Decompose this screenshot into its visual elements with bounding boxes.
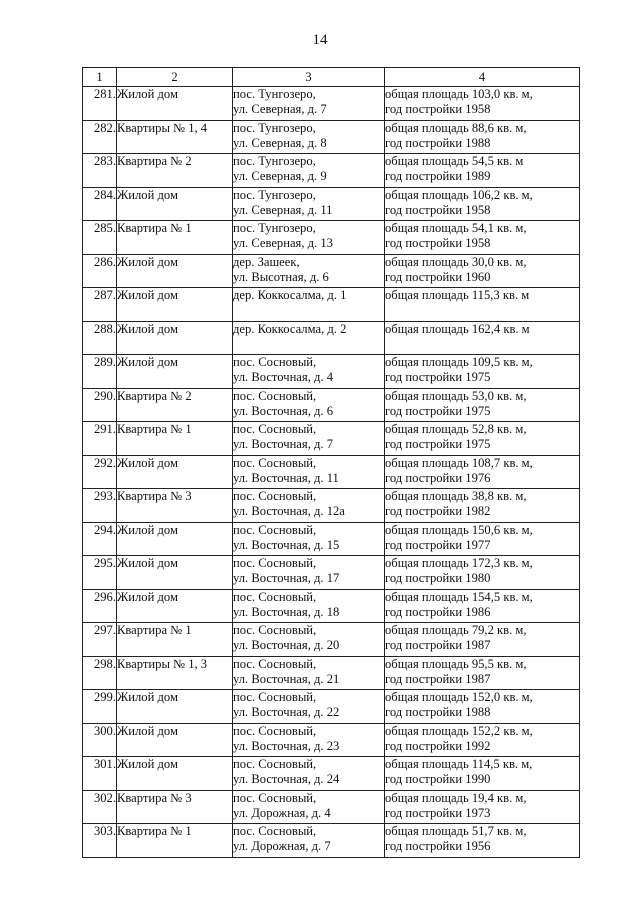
- page-number: 14: [312, 32, 328, 48]
- table-row: [83, 254, 580, 288]
- table-row: [83, 288, 580, 322]
- column-header-1: 1: [83, 68, 117, 87]
- object-address: [233, 187, 385, 221]
- object-address: [233, 120, 385, 154]
- column-header-3: 3: [233, 68, 385, 87]
- object-description: [385, 589, 580, 623]
- object-description: [385, 254, 580, 288]
- description-line: общая площадь 88,6 кв. м,: [385, 120, 527, 135]
- description-line: общая площадь 108,7 кв. м,: [385, 455, 533, 470]
- address-line: ул. Северная, д. 9: [233, 169, 327, 183]
- row-number: 295.: [83, 556, 117, 590]
- object-description: [385, 723, 580, 757]
- description-line: общая площадь 95,5 кв. м,: [385, 656, 527, 671]
- description-line: общая площадь 152,2 кв. м,: [385, 723, 533, 738]
- address-line: ул. Северная, д. 7: [233, 102, 327, 116]
- address-line: ул. Восточная, д. 4: [233, 370, 333, 384]
- address-line: ул. Восточная, д. 11: [233, 470, 339, 485]
- object-address: [233, 690, 385, 724]
- description-line: общая площадь 38,8 кв. м,: [385, 489, 527, 503]
- column-header-4: 4: [385, 68, 580, 87]
- address-line: ул. Восточная, д. 15: [233, 537, 340, 552]
- object-name: Жилой дом: [117, 187, 233, 221]
- description-line: год постройки 1975: [385, 437, 491, 451]
- column-header-2: 2: [117, 68, 233, 87]
- row-number: 300.: [83, 723, 117, 757]
- row-number: 293.: [83, 489, 117, 523]
- table-row: [83, 790, 580, 824]
- row-number: 301.: [83, 757, 117, 791]
- object-description: [385, 522, 580, 556]
- address-line: пос. Сосновый,: [233, 589, 317, 604]
- table-row: [83, 489, 580, 523]
- table-row: [83, 757, 580, 791]
- address-line: ул. Северная, д. 11: [233, 202, 333, 217]
- address-line: ул. Восточная, д. 20: [233, 638, 340, 652]
- object-name: Жилой дом: [117, 321, 233, 355]
- object-description: [385, 388, 580, 422]
- table-row: [83, 656, 580, 690]
- row-number: 285.: [83, 221, 117, 255]
- object-address: [233, 221, 385, 255]
- object-address: [233, 723, 385, 757]
- object-address: [233, 757, 385, 791]
- object-description: [385, 288, 580, 322]
- description-line: общая площадь 150,6 кв. м,: [385, 522, 533, 537]
- object-address: [233, 556, 385, 590]
- description-line: общая площадь 79,2 кв. м,: [385, 623, 527, 637]
- address-line: пос. Сосновый,: [233, 489, 317, 503]
- row-number: 302.: [83, 790, 117, 824]
- address-line: ул. Восточная, д. 18: [233, 604, 340, 619]
- address-line: пос. Сосновый,: [233, 388, 317, 403]
- description-line: общая площадь 19,4 кв. м,: [385, 790, 527, 805]
- description-line: год постройки 1958: [385, 202, 491, 217]
- object-address: [233, 623, 385, 657]
- object-description: [385, 221, 580, 255]
- table-row: [83, 556, 580, 590]
- address-line: дер. Коккосалма, д. 2: [233, 321, 347, 336]
- address-line: пос. Сосновый,: [233, 355, 317, 369]
- table-row: [83, 690, 580, 724]
- address-line: пос. Сосновый,: [233, 422, 317, 436]
- table-row: [83, 120, 580, 154]
- row-number: 299.: [83, 690, 117, 724]
- description-line: общая площадь 51,7 кв. м,: [385, 824, 527, 838]
- description-line: год постройки 1987: [385, 671, 491, 686]
- object-description: [385, 187, 580, 221]
- description-line: год постройки 1992: [385, 738, 491, 753]
- object-name: Жилой дом: [117, 723, 233, 757]
- object-description: [385, 87, 580, 121]
- address-line: ул. Восточная, д. 7: [233, 437, 333, 451]
- address-line: пос. Сосновый,: [233, 522, 317, 537]
- table-row: [83, 522, 580, 556]
- row-number: 290.: [83, 388, 117, 422]
- description-line: год постройки 1958: [385, 236, 491, 250]
- property-registry-table: [82, 67, 580, 858]
- address-line: пос. Тунгозеро,: [233, 221, 316, 235]
- description-line: общая площадь 114,5 кв. м,: [385, 757, 533, 771]
- object-name: Квартира № 2: [117, 388, 233, 422]
- row-number: 283.: [83, 154, 117, 188]
- object-address: [233, 455, 385, 489]
- address-line: пос. Сосновый,: [233, 723, 317, 738]
- description-line: общая площадь 52,8 кв. м,: [385, 422, 527, 436]
- object-name: Квартира № 1: [117, 422, 233, 456]
- address-line: ул. Восточная, д. 6: [233, 403, 333, 418]
- address-line: пос. Тунгозеро,: [233, 120, 316, 135]
- description-line: общая площадь 172,3 кв. м,: [385, 556, 533, 570]
- object-name: Квартира № 2: [117, 154, 233, 188]
- table-row: [83, 824, 580, 858]
- object-name: Жилой дом: [117, 522, 233, 556]
- description-line: общая площадь 109,5 кв. м,: [385, 355, 533, 369]
- address-line: пос. Сосновый,: [233, 824, 317, 838]
- object-name: Квартира № 3: [117, 489, 233, 523]
- address-line: пос. Тунгозеро,: [233, 187, 316, 202]
- table-body: [83, 87, 580, 858]
- object-name: Жилой дом: [117, 690, 233, 724]
- row-number: 297.: [83, 623, 117, 657]
- object-description: [385, 321, 580, 355]
- object-address: [233, 87, 385, 121]
- row-number: 294.: [83, 522, 117, 556]
- address-line: пос. Сосновый,: [233, 623, 317, 637]
- object-name: Жилой дом: [117, 455, 233, 489]
- object-address: [233, 589, 385, 623]
- object-name: Жилой дом: [117, 757, 233, 791]
- row-number: 282.: [83, 120, 117, 154]
- address-line: пос. Сосновый,: [233, 690, 317, 704]
- description-line: общая площадь 154,5 кв. м,: [385, 589, 533, 604]
- description-line: год постройки 1990: [385, 772, 491, 786]
- object-name: Квартира № 1: [117, 221, 233, 255]
- object-name: Квартира № 3: [117, 790, 233, 824]
- object-address: [233, 790, 385, 824]
- object-address: [233, 288, 385, 322]
- object-description: [385, 556, 580, 590]
- table-header-row: [83, 68, 580, 87]
- row-number: 298.: [83, 656, 117, 690]
- row-number: 287.: [83, 288, 117, 322]
- object-name: Жилой дом: [117, 254, 233, 288]
- object-name: Жилой дом: [117, 87, 233, 121]
- row-number: 289.: [83, 355, 117, 389]
- object-description: [385, 455, 580, 489]
- object-name: Жилой дом: [117, 355, 233, 389]
- address-line: дер. Зашеек,: [233, 254, 300, 269]
- description-line: год постройки 1975: [385, 403, 491, 418]
- table-row: [83, 321, 580, 355]
- table-row: [83, 221, 580, 255]
- address-line: ул. Дорожная, д. 7: [233, 839, 331, 853]
- table-row: [83, 187, 580, 221]
- description-line: год постройки 1982: [385, 504, 491, 518]
- object-address: [233, 522, 385, 556]
- address-line: пос. Тунгозеро,: [233, 87, 316, 101]
- description-line: общая площадь 106,2 кв. м,: [385, 187, 533, 202]
- object-description: [385, 422, 580, 456]
- address-line: пос. Сосновый,: [233, 455, 317, 470]
- table-row: [83, 723, 580, 757]
- address-line: пос. Сосновый,: [233, 656, 317, 671]
- description-line: общая площадь 30,0 кв. м,: [385, 254, 527, 269]
- table-row: [83, 87, 580, 121]
- address-line: ул. Дорожная, д. 4: [233, 805, 331, 820]
- object-address: [233, 422, 385, 456]
- table-row: [83, 154, 580, 188]
- object-address: [233, 254, 385, 288]
- table-row: [83, 422, 580, 456]
- table-row: [83, 623, 580, 657]
- object-address: [233, 355, 385, 389]
- address-line: ул. Восточная, д. 21: [233, 671, 340, 686]
- address-line: ул. Высотная, д. 6: [233, 269, 329, 284]
- object-description: [385, 355, 580, 389]
- object-address: [233, 388, 385, 422]
- object-address: [233, 656, 385, 690]
- description-line: год постройки 1958: [385, 102, 491, 116]
- table-row: [83, 355, 580, 389]
- description-line: год постройки 1986: [385, 604, 491, 619]
- description-line: год постройки 1976: [385, 470, 491, 485]
- description-line: общая площадь 53,0 кв. м,: [385, 388, 527, 403]
- row-number: 291.: [83, 422, 117, 456]
- address-line: ул. Восточная, д. 24: [233, 772, 340, 786]
- address-line: ул. Восточная, д. 22: [233, 705, 340, 719]
- row-number: 303.: [83, 824, 117, 858]
- object-description: [385, 489, 580, 523]
- table-row: [83, 589, 580, 623]
- address-line: ул. Северная, д. 8: [233, 135, 327, 150]
- object-name: Квартира № 1: [117, 824, 233, 858]
- description-line: общая площадь 103,0 кв. м,: [385, 87, 533, 101]
- object-description: [385, 824, 580, 858]
- description-line: год постройки 1989: [385, 169, 491, 183]
- table-row: [83, 388, 580, 422]
- object-description: [385, 623, 580, 657]
- description-line: год постройки 1988: [385, 705, 491, 719]
- object-description: [385, 656, 580, 690]
- row-number: 286.: [83, 254, 117, 288]
- address-line: ул. Восточная, д. 17: [233, 571, 340, 585]
- address-line: пос. Сосновый,: [233, 790, 317, 805]
- description-line: общая площадь 54,5 кв. м: [385, 154, 524, 168]
- object-description: [385, 154, 580, 188]
- object-address: [233, 489, 385, 523]
- object-name: Жилой дом: [117, 556, 233, 590]
- description-line: общая площадь 115,3 кв. м: [385, 288, 530, 302]
- address-line: ул. Восточная, д. 12а: [233, 504, 345, 518]
- address-line: пос. Сосновый,: [233, 757, 317, 771]
- table-row: [83, 455, 580, 489]
- object-name: Квартиры № 1, 4: [117, 120, 233, 154]
- description-line: год постройки 1960: [385, 269, 491, 284]
- address-line: пос. Сосновый,: [233, 556, 317, 570]
- description-line: год постройки 1973: [385, 805, 491, 820]
- row-number: 288.: [83, 321, 117, 355]
- address-line: ул. Восточная, д. 23: [233, 738, 340, 753]
- description-line: год постройки 1977: [385, 537, 491, 552]
- description-line: год постройки 1988: [385, 135, 491, 150]
- row-number: 292.: [83, 455, 117, 489]
- object-description: [385, 790, 580, 824]
- row-number: 281.: [83, 87, 117, 121]
- object-name: Квартира № 1: [117, 623, 233, 657]
- object-description: [385, 757, 580, 791]
- description-line: общая площадь 152,0 кв. м,: [385, 690, 533, 704]
- object-description: [385, 120, 580, 154]
- row-number: 284.: [83, 187, 117, 221]
- row-number: 296.: [83, 589, 117, 623]
- description-line: год постройки 1956: [385, 839, 491, 853]
- description-line: год постройки 1975: [385, 370, 491, 384]
- object-name: Квартиры № 1, 3: [117, 656, 233, 690]
- address-line: дер. Коккосалма, д. 1: [233, 288, 347, 302]
- object-name: Жилой дом: [117, 589, 233, 623]
- address-line: пос. Тунгозеро,: [233, 154, 316, 168]
- description-line: общая площадь 54,1 кв. м,: [385, 221, 527, 235]
- object-address: [233, 321, 385, 355]
- description-line: год постройки 1987: [385, 638, 491, 652]
- description-line: год постройки 1980: [385, 571, 491, 585]
- object-description: [385, 690, 580, 724]
- address-line: ул. Северная, д. 13: [233, 236, 333, 250]
- object-name: Жилой дом: [117, 288, 233, 322]
- object-address: [233, 824, 385, 858]
- description-line: общая площадь 162,4 кв. м: [385, 321, 530, 336]
- object-address: [233, 154, 385, 188]
